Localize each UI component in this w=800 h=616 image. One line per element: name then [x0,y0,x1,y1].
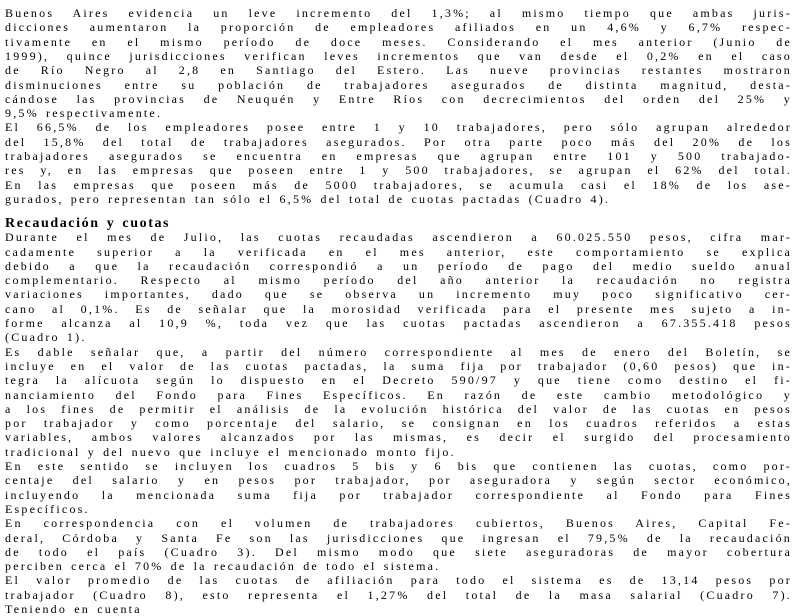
paragraph-line: Buenos Aires evidencia un leve incremento del 1,3%; al mismo tiempo que ambas juris- [5,6,792,20]
paragraph-line: tradicional y del nuevo que incluye el mencionado monto fijo. [5,445,456,459]
paragraph-line: En las empresas que poseen más de 5000 trabajadores, se acumula casi el 18% de los ase- [5,178,792,192]
paragraph-line: cándose las provincias de Neuquén y Entre Ríos con decrecimientos del orden del 25% y [5,92,792,106]
paragraph-line: El 66,5% de los empleadores posee entre 1 y 10 trabajadores, pero sólo agrupan alrededor [5,120,792,134]
paragraph-line: complementario. Respecto al mismo período del año anterior la recaudación no registra [5,273,792,287]
paragraph-line: trabajadores asegurados se encuentra en empresas que agrupan entre 101 y 500 trabajado- [5,149,792,163]
section-heading: Recaudación y cuotas [5,216,171,231]
paragraph-line: debido a que la recaudación correspondió a un período de pago del medio sueldo anual [5,259,792,273]
paragraph-line: forme alcanza al 10,9 %, toda vez que las cuotas pactadas ascendieron a 67.355.418 pesos [5,316,792,330]
paragraph-line: cadamente superior a la verificada en el mes anterior, este comportamiento se explica [5,245,792,259]
paragraph-line: Teniendo en cuenta [5,602,142,616]
paragraph-line: En este sentido se incluyen los cuadros 5 bis y 6 bis que contienen las cuotas, como por- [5,459,792,473]
paragraph-line: por trabajador y como porcentaje del salario, se consignan en los cuadros referidos a estas [5,416,792,430]
paragraph-line: tivamente en el mismo período de doce meses. Considerando el mes anterior (Junio de [5,35,792,49]
paragraph-line: res y, en las empresas que poseen entre 1 y 500 trabajadores, se agrupan el 62% del total. [5,163,792,177]
paragraph-line: incluyendo la mencionada suma fija por trabajador correspondiente al Fondo para Fines [5,488,792,502]
paragraph-line: a los fines de permitir el análisis de la evolución histórica del valor de las cuotas en pesos [5,402,792,416]
paragraph-line: dicciones aumentaron la proporción de empleadores afiliados en un 4,6% y 6,7% respec- [5,20,792,34]
paragraph-line: disminuciones entre su población de trabajadores asegurados de distinta magnitud, desta- [5,78,792,92]
paragraph-line: de Río Negro al 2,8 en Santiago del Estero. Las nueve provincias restantes mostraron [5,63,792,77]
paragraph-line: deral, Córdoba y Santa Fe son las jurisdicciones que ingresan el 79,5% de la recaudación [5,531,792,545]
paragraph-line: 9,5% respectivamente. [5,106,163,120]
paragraph-line: incluye en el valor de las cuotas pactadas, la suma fija por trabajador (0,60 pesos) que in- [5,359,792,373]
paragraph-line: gurados, pero representan tan sólo el 6,5% del total de cuotas pactadas (Cuadro 4). [5,192,611,206]
paragraph-line: perciben cerca el 70% de la recaudación de todo el sistema. [5,559,441,573]
paragraph-line: cano al 0,1%. Es de señalar que la morosidad verificada para el presente mes sujeto a in- [5,302,792,316]
paragraph-line: centaje del salario y en pesos por trabajador, por aseguradora y según sector económico, [5,473,792,487]
paragraph-line: (Cuadro 1). [5,330,87,344]
paragraph-line: variaciones importantes, dado que se observa un incremento muy poco significativo cer- [5,287,792,301]
paragraph-line: 1999), quince jurisdicciones verifican leves incrementos que van desde el 0,2% en el caso [5,49,792,63]
paragraph-line: En correspondencia con el volumen de trabajadores cubiertos, Buenos Aires, Capital Fe- [5,516,792,530]
paragraph-line: trabajador (Cuadro 8), esto representa el 1,27% del total de la masa salarial (Cuadro 7). [5,588,792,602]
paragraph-line: nanciamiento del Fondo para Fines Específicos. En razón de este cambio metodológico y [5,388,792,402]
paragraph-line: El valor promedio de las cuotas de afiliación para todo el sistema es de 13,14 pesos por [5,573,792,587]
paragraph-line: de todo el país (Cuadro 3). Del mismo modo que siete aseguradoras de mayor cobertura [5,545,792,559]
paragraph-line: Durante el mes de Julio, las cuotas recaudadas ascendieron a 60.025.550 pesos, cifra mar- [5,230,792,244]
paragraph-line: tegra la alícuota según lo dispuesto en el Decreto 590/97 y que tiene como destino el fi- [5,373,792,387]
paragraph-line: del 15,8% del total de trabajadores asegurados. Por otra parte poco más del 20% de los [5,135,792,149]
paragraph-line: Es dable señalar que, a partir del número correspondiente al mes de enero del Boletín, se [5,345,792,359]
paragraph-line: Específicos. [5,502,90,516]
paragraph-line: variables, ambos valores alcanzados por las mismas, es decir el surgido del procesamiento [5,430,792,444]
